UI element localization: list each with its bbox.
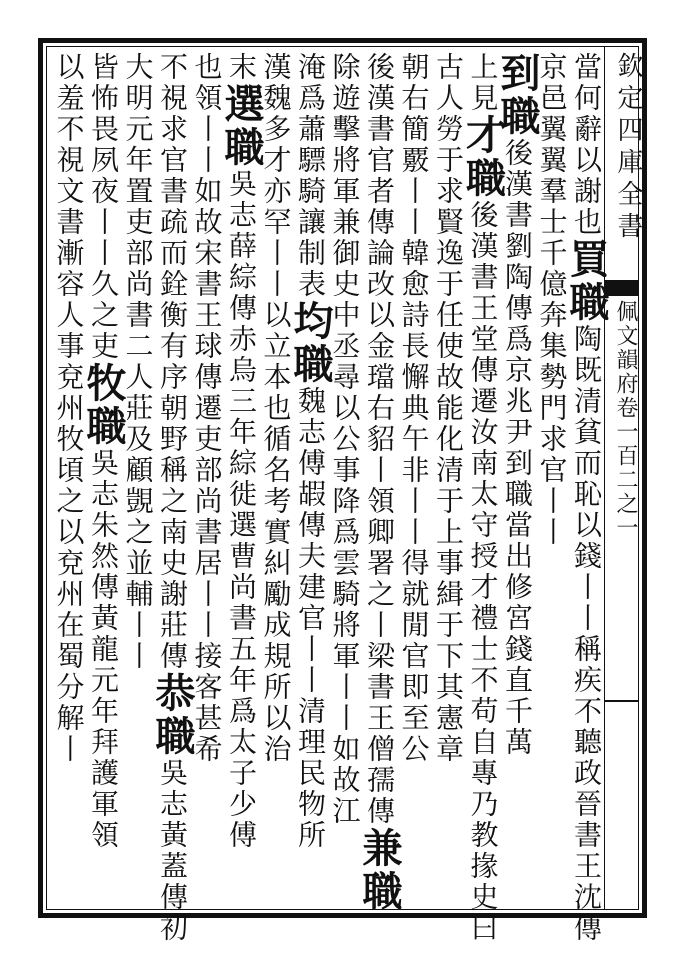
text-column (49, 52, 89, 765)
column-text: 兗州牧頃之以兗州在蜀分解丨 (52, 362, 86, 765)
column-text: 後漢書王堂傳遷汝南太守授才禮士不苟自專乃教掾史曰 (466, 200, 500, 944)
entry-heading: 買職 (563, 238, 610, 324)
text-column (394, 52, 434, 765)
column-text: 後漢書官者傳論改以金璫右貂丨領卿署之丨梁書王僧孺傳 (363, 52, 396, 827)
column-text: 以立本也循名考實糾勵成規所以治 (259, 300, 293, 765)
text-column (187, 52, 227, 765)
entry-heading: 恭職 (149, 672, 196, 758)
column-text: 淹爲蕭驃騎讓制表 (294, 52, 327, 300)
entry-heading: 選職 (218, 83, 265, 169)
column-text: 吳志薛綜傳赤烏三年綜徙選曹尚書五年爲太子少傅 (225, 169, 258, 851)
column-text: 吳志黃蓋傳初 (156, 758, 189, 944)
column-text: 古人勞于求賢逸于任使故能化清于上事緝于下其憲章 (432, 52, 465, 765)
column-text: 以羞不視文書漸容人事 (52, 52, 86, 362)
text-column (563, 52, 610, 944)
column-text: 大明元年置吏部尚書二人莊及顧覬之並輔丨丨 (121, 52, 155, 672)
text-column (325, 52, 365, 827)
entry-heading: 均職 (287, 300, 334, 386)
entry-heading: 到職 (494, 52, 541, 138)
book-title: 欽定四庫全書 (613, 52, 643, 244)
column-text: 奔集勢門求官丨丨 (535, 300, 569, 548)
column-text: 末 (225, 52, 258, 83)
column-text: 上見 (466, 52, 500, 114)
text-column (80, 52, 127, 851)
column-text: 皆怖畏夙夜丨丨久之吏 (87, 52, 120, 362)
text-column (428, 52, 468, 765)
volume-label: 佩文韻府卷一百二之一 (613, 300, 638, 540)
column-text: 陶既清貧而恥以錢丨丨稱疾不聽政晉書王沈傳 (570, 324, 603, 944)
column-text: 吳志朱然傳黃龍元年拜護軍領 (87, 448, 120, 851)
text-column (356, 52, 403, 913)
text-column (218, 52, 265, 851)
entry-heading: 牧職 (80, 362, 127, 448)
text-column (287, 52, 334, 851)
column-text: 魏志傅嘏傳夫建官丨丨清理民物所 (294, 386, 327, 851)
column-text: 除遊擊將軍兼御史中丞尋以公事降爲雲騎將軍丨丨如故江 (328, 52, 362, 827)
column-text: 漢魏多才亦罕丨丨 (259, 52, 293, 300)
entry-heading: 才職 (459, 114, 507, 200)
column-text: 當何辭以謝也 (570, 52, 603, 238)
text-column (459, 52, 507, 944)
column-text: 京邑翼翼羣士千億 (535, 52, 569, 300)
column-text: 朝右簡覈丨丨韓愈詩長懈典午非丨丨得就閒官即至公 (397, 52, 431, 765)
column-text: 不視求官書疏而銓衡有序朝野稱之南史謝莊傳 (156, 52, 189, 672)
column-text: 後漢書劉陶傳爲京兆尹到職當出修宮錢直千萬 (501, 138, 534, 758)
margin-divider (604, 700, 638, 702)
text-column (149, 52, 196, 944)
column-text: 也領丨丨如故宋書王球傳遷吏部尚書居丨丨接客甚希 (190, 52, 224, 765)
entry-heading: 兼職 (356, 827, 403, 913)
